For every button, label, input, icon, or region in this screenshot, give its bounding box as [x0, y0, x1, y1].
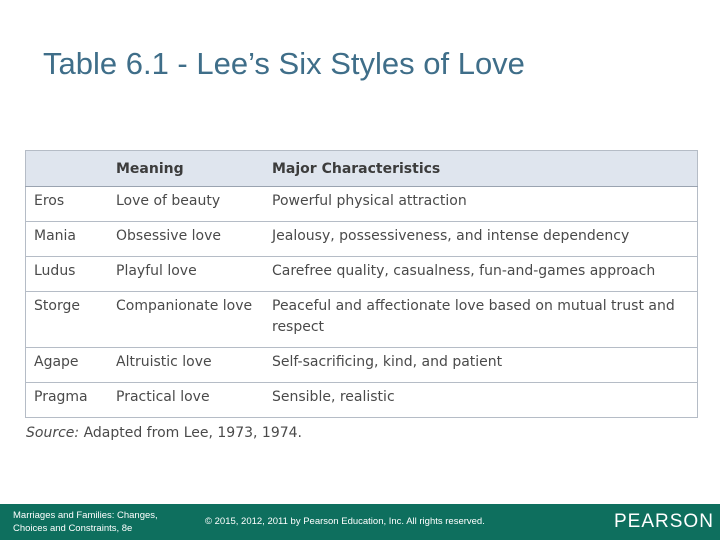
header-characteristics: Major Characteristics [264, 151, 698, 187]
table-row [26, 187, 698, 222]
characteristics-cell: Self-sacrificing, kind, and patient [264, 348, 698, 383]
source-note [26, 425, 302, 441]
characteristics-cell: Powerful physical attraction [264, 187, 698, 222]
meaning-cell: Love of beauty [108, 187, 264, 222]
meaning-cell: Altruistic love [108, 348, 264, 383]
meaning-cell: Obsessive love [108, 222, 264, 257]
style-cell: Ludus [26, 257, 109, 292]
slide-title: Table 6.1 - Lee’s Six Styles of Love [43, 46, 525, 81]
header-style [26, 151, 109, 187]
characteristics-cell: Peaceful and affectionate love based on mutual trust and respect [264, 292, 698, 348]
characteristics-cell: Jealousy, possessiveness, and intense dependency [264, 222, 698, 257]
table-header-row [26, 151, 698, 187]
source-label: Source: [26, 425, 80, 441]
style-cell: Storge [26, 292, 109, 348]
characteristics-cell: Carefree quality, casualness, fun-and-games approach [264, 257, 698, 292]
source-text: Adapted from Lee, 1973, 1974. [83, 425, 303, 441]
style-cell: Pragma [26, 383, 109, 418]
footer-bar [0, 504, 720, 540]
love-styles-table [25, 150, 698, 418]
footer-book-line: Marriages and Families: Changes, [13, 510, 158, 521]
characteristics-cell: Sensible, realistic [264, 383, 698, 418]
table-row [26, 222, 698, 257]
table-row [26, 348, 698, 383]
table-row [26, 292, 698, 348]
footer-book-title [13, 509, 193, 535]
style-cell: Mania [26, 222, 109, 257]
meaning-cell: Companionate love [108, 292, 264, 348]
footer-book-line: Choices and Constraints, 8e [13, 523, 133, 534]
style-cell: Eros [26, 187, 109, 222]
meaning-cell: Playful love [108, 257, 264, 292]
table-row [26, 383, 698, 418]
table-row [26, 257, 698, 292]
meaning-cell: Practical love [108, 383, 264, 418]
style-cell: Agape [26, 348, 109, 383]
footer-copyright: © 2015, 2012, 2011 by Pearson Education, Inc. All rights reserved. [205, 516, 485, 527]
header-meaning: Meaning [108, 151, 264, 187]
pearson-logo: PEARSON [614, 511, 714, 532]
